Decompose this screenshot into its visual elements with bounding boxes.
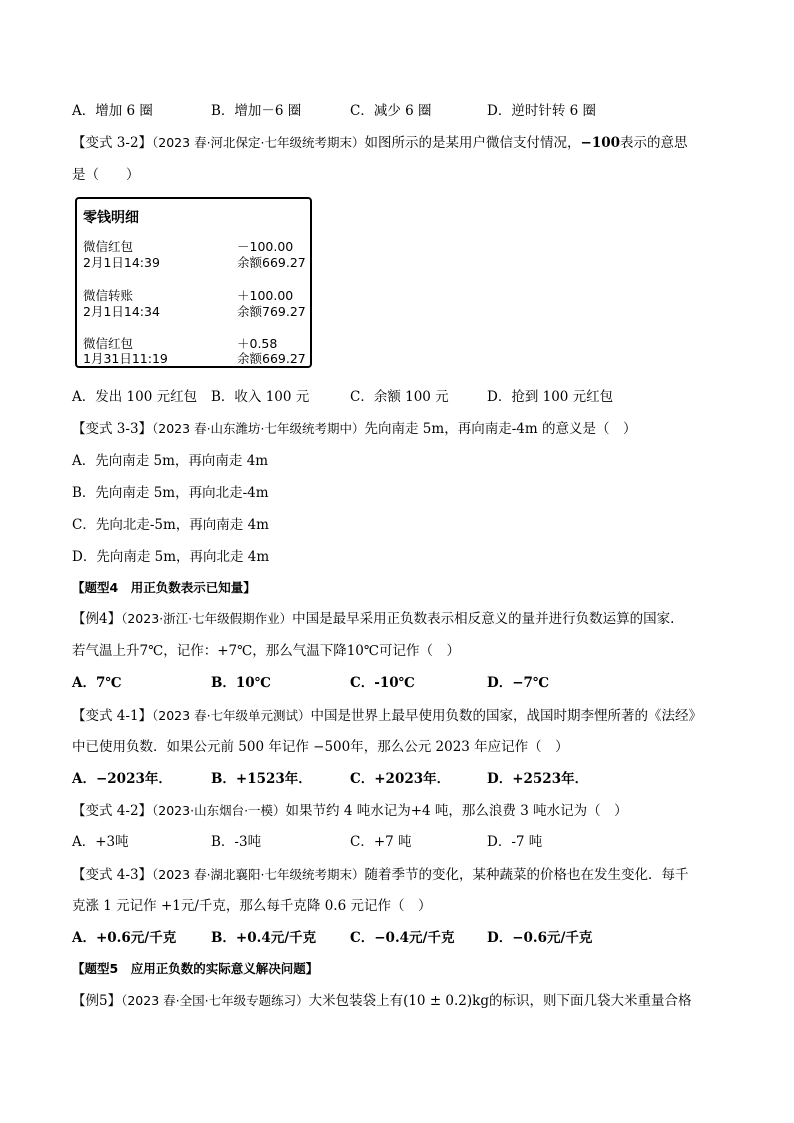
option-b[interactable]: B．增加－6 圈 bbox=[211, 103, 302, 119]
option-d[interactable]: D．−7℃ bbox=[487, 675, 550, 691]
record-name: 微信红包 bbox=[83, 336, 134, 351]
question-source: （2023 春·湖北襄阳·七年级统考期末） bbox=[152, 867, 365, 882]
question-4-2-options bbox=[72, 832, 732, 852]
question-tag: 【变式 4-1】 bbox=[72, 708, 153, 724]
prev-question-options bbox=[72, 101, 732, 121]
section-heading-4: 【题型4 用正负数表示已知量】 bbox=[72, 580, 256, 595]
option-a[interactable]: A．+3吨 bbox=[72, 834, 129, 850]
example-4 bbox=[72, 609, 734, 629]
option-a[interactable]: A．发出 100 元红包 bbox=[72, 389, 198, 405]
example-5 bbox=[72, 991, 734, 1011]
option-d[interactable]: D．−0.6元/千克 bbox=[487, 930, 593, 946]
question-text: 大米包装袋上有(10 ± 0.2)kg的标识，则下面几袋大米重量合格 bbox=[308, 993, 692, 1009]
question-tag: 【变式 4-3】 bbox=[72, 867, 153, 883]
option-d[interactable]: D．先向南走 5m，再向北走 4m bbox=[72, 549, 270, 565]
question-4-1-line2: 中已使用负数．如果公元前 500 年记作 −500年，那么公元 2023 年应记作（ ） bbox=[72, 739, 569, 755]
record-balance: 余额669.27 bbox=[237, 255, 306, 270]
record-amount: ＋0.58 bbox=[237, 336, 278, 351]
record-balance: 余额669.27 bbox=[237, 351, 306, 366]
question-tag: 【变式 3-3】 bbox=[72, 421, 153, 437]
record-name: 微信红包 bbox=[83, 239, 134, 254]
record-time: 2月1日14:34 bbox=[83, 304, 160, 319]
option-c[interactable]: C．−0.4元/千克 bbox=[350, 930, 455, 946]
question-text: 随着季节的变化，某种蔬菜的价格也在发生变化．每千 bbox=[364, 867, 689, 883]
option-a[interactable]: A．7℃ bbox=[72, 675, 122, 691]
math-value: −100 bbox=[580, 135, 621, 151]
question-text: 先向南走 5m，再向南走-4m 的意义是（ ） bbox=[364, 421, 637, 437]
question-tag: 【例5】 bbox=[72, 993, 122, 1009]
option-d[interactable]: D．逆时针转 6 圈 bbox=[487, 103, 596, 119]
section-heading-5: 【题型5 应用正负数的实际意义解决问题】 bbox=[72, 961, 319, 976]
question-4-3-options bbox=[72, 928, 732, 948]
record-name: 微信转账 bbox=[83, 288, 134, 303]
option-a[interactable]: A．增加 6 圈 bbox=[72, 103, 153, 119]
record-balance: 余额769.27 bbox=[237, 304, 306, 319]
question-4-1-options bbox=[72, 769, 732, 789]
question-source: （2023 春·河北保定·七年级统考期末） bbox=[152, 135, 365, 150]
question-3-3 bbox=[72, 419, 734, 439]
option-a[interactable]: A．−2023年． bbox=[72, 771, 172, 787]
record-time: 2月1日14:39 bbox=[83, 255, 160, 270]
example-4-options bbox=[72, 673, 732, 693]
option-d[interactable]: D．抢到 100 元红包 bbox=[487, 389, 614, 405]
question-text: 表示的意思 bbox=[620, 135, 688, 151]
question-text: 如图所示的是某用户微信支付情况， bbox=[364, 135, 581, 151]
question-4-3 bbox=[72, 865, 734, 885]
wechat-wallet-figure bbox=[75, 197, 312, 368]
question-4-2 bbox=[72, 801, 734, 821]
option-d[interactable]: D．-7 吨 bbox=[487, 834, 543, 850]
wallet-title: 零钱明细 bbox=[83, 210, 139, 226]
option-c[interactable]: C．+2023年． bbox=[350, 771, 451, 787]
option-b[interactable]: B．收入 100 元 bbox=[211, 389, 310, 405]
option-c[interactable]: C．+7 吨 bbox=[350, 834, 412, 850]
option-b[interactable]: B．+1523年． bbox=[211, 771, 312, 787]
question-tag: 【变式 4-2】 bbox=[72, 803, 153, 819]
option-b[interactable]: B．+0.4元/千克 bbox=[211, 930, 317, 946]
option-c[interactable]: C．减少 6 圈 bbox=[350, 103, 432, 119]
option-a[interactable]: A．+0.6元/千克 bbox=[72, 930, 177, 946]
question-3-2-line2: 是（ ） bbox=[72, 167, 140, 183]
option-a[interactable]: A．先向南走 5m，再向南走 4m bbox=[72, 453, 269, 469]
question-source: （2023·浙江·七年级假期作业） bbox=[121, 611, 293, 626]
question-4-3-line2: 克涨 1 元记作 +1元/千克，那么每千克降 0.6 元记作（ ） bbox=[72, 898, 432, 914]
example-4-line2: 若气温上升7℃，记作：+7℃，那么气温下降10℃可记作（ ） bbox=[72, 643, 460, 659]
option-c[interactable]: C．先向北走-5m，再向南走 4m bbox=[72, 517, 269, 533]
question-tag: 【例4】 bbox=[72, 611, 122, 627]
question-text: 如果节约 4 吨水记为+4 吨，那么浪费 3 吨水记为（ ） bbox=[285, 803, 628, 819]
option-c[interactable]: C．余额 100 元 bbox=[350, 389, 449, 405]
question-source: （2023 春·七年级单元测试） bbox=[152, 708, 311, 723]
question-3-2-options bbox=[72, 387, 732, 407]
option-d[interactable]: D．+2523年． bbox=[487, 771, 589, 787]
question-source: （2023 春·山东潍坊·七年级统考期中） bbox=[152, 421, 365, 436]
option-b[interactable]: B．10℃ bbox=[211, 675, 271, 691]
option-c[interactable]: C．-10℃ bbox=[350, 675, 415, 691]
question-text: 中国是世界上最早使用负数的国家，战国时期李悝所著的《法经》 bbox=[310, 708, 703, 724]
record-time: 1月31日11:19 bbox=[83, 351, 168, 366]
question-3-2 bbox=[72, 133, 734, 153]
question-source: （2023·山东烟台·一模） bbox=[152, 803, 286, 818]
option-b[interactable]: B．先向南走 5m，再向北走-4m bbox=[72, 485, 269, 501]
question-text: 中国是最早采用正负数表示相反意义的量并进行负数运算的国家. bbox=[292, 611, 675, 627]
question-source: （2023 春·全国·七年级专题练习） bbox=[121, 993, 309, 1008]
question-tag: 【变式 3-2】 bbox=[72, 135, 153, 151]
option-b[interactable]: B．-3吨 bbox=[211, 834, 262, 850]
question-4-1 bbox=[72, 706, 734, 726]
record-amount: －100.00 bbox=[237, 239, 294, 254]
record-amount: ＋100.00 bbox=[237, 288, 294, 303]
